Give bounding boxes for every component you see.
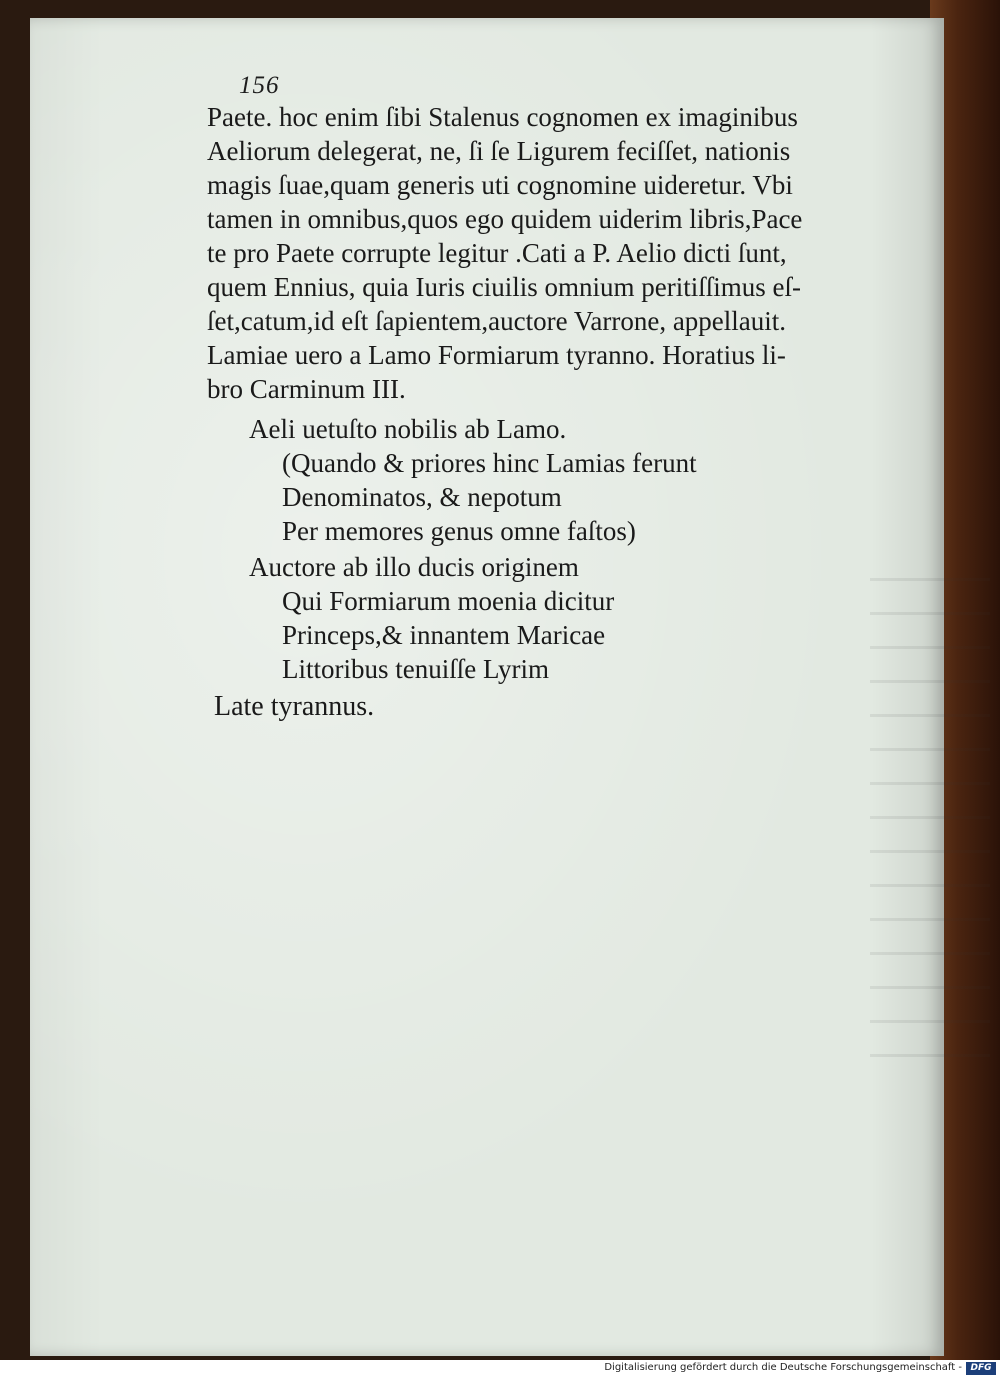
prose-line: Aeliorum delegerat, ne, ſi ſe Ligurem feciſſet, nationis <box>207 136 791 166</box>
verse-line: (Quando & priores hinc Lamias ferunt <box>282 448 697 478</box>
prose-line: magis ſuae,quam generis uti cognomine uideretur. Vbi <box>207 170 793 200</box>
show-through-text <box>870 578 990 1078</box>
verse-line: Littoribus tenuiſſe Lyrim <box>282 654 549 684</box>
verse-line: Denominatos, & nepotum <box>282 482 562 512</box>
prose-line: Lamiae uero a Lamo Formiarum tyranno. Horatius li- <box>207 340 786 370</box>
verse-line: Auctore ab illo ducis originem <box>249 552 579 582</box>
verse-line: Late tyrannus. <box>214 691 375 722</box>
verse-line: Aeli uetuſto nobilis ab Lamo. <box>249 414 567 444</box>
prose-line: quem Ennius, quia Iuris ciuilis omnium peritiſſimus eſ- <box>207 272 801 302</box>
prose-line: bro Carminum III. <box>207 374 406 404</box>
prose-line: ſet,catum,id eſt ſapientem,auctore Varrone, appellauit. <box>207 306 787 336</box>
verse-line: Per memores genus omne faſtos) <box>282 516 636 546</box>
prose-line: Paete. hoc enim ſibi Stalenus cognomen ex imaginibus <box>207 102 798 132</box>
prose-line: te pro Paete corrupte legitur .Cati a P. Aelio dicti ſunt, <box>207 238 787 268</box>
verse-line: Princeps,& innantem Maricae <box>282 620 606 650</box>
verse-line: Qui Formiarum moenia dicitur <box>282 586 615 616</box>
dfg-logo: DFG <box>966 1362 996 1375</box>
funding-credit: Digitalisierung gefördert durch die Deutsche Forschungsgemeinschaft - <box>604 1362 962 1373</box>
footer-bar <box>0 1360 1000 1378</box>
prose-line: tamen in omnibus,quos ego quidem uiderim libris,Pace <box>207 204 803 234</box>
page-number: 156 <box>239 72 280 99</box>
